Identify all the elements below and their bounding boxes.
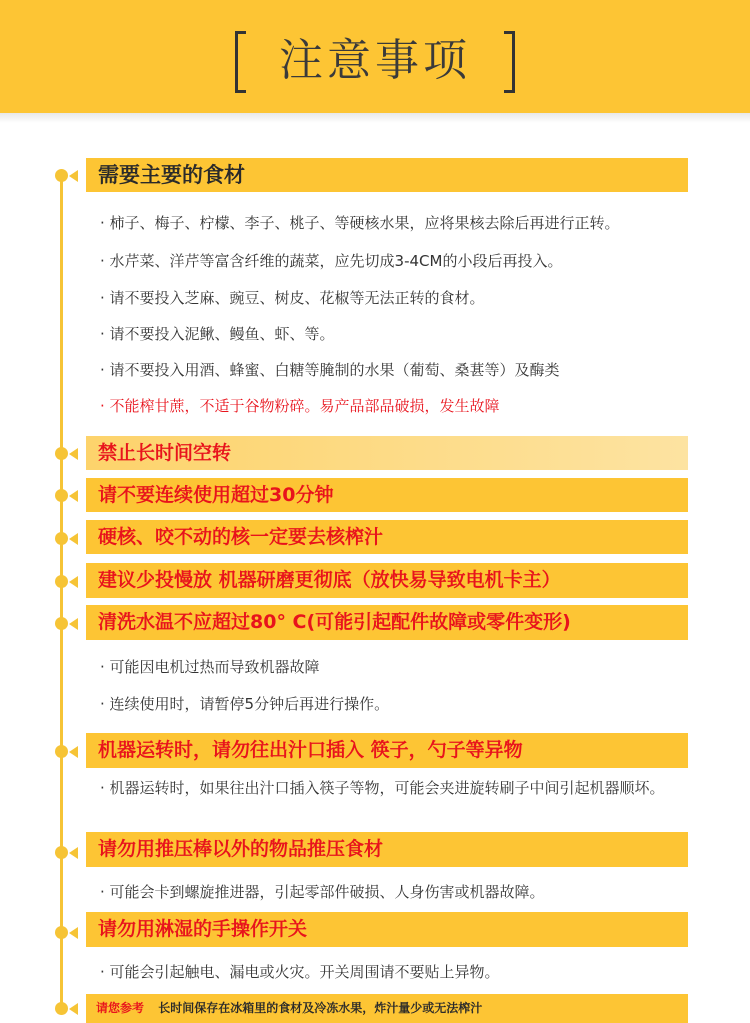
list-item: · 连续使用时，请暂停5分钟后再进行操作。 [100,695,390,713]
timeline-node [55,532,68,545]
section-heading: 建议少投慢放 机器研磨更彻底（放快易导致电机卡主） [86,563,688,598]
list-item: · 请不要投入用酒、蜂蜜、白糖等腌制的水果（葡萄、桑葚等）及酶类 [100,361,560,379]
list-item: · 可能因电机过热而导致机器故障 [100,658,320,676]
footer-text: 长时间保存在冰箱里的食材及冷冻水果，炸汁量少或无法榨汁 [158,1001,483,1015]
list-item: · 机器运转时，如果往出汁口插入筷子等物，可能会夹进旋转刷子中间引起机器顺坏。 [100,779,665,797]
list-item: · 请不要投入泥鳅、鳗鱼、虾、等。 [100,325,335,343]
timeline-node [55,489,68,502]
timeline-node [55,926,68,939]
title-block [235,28,515,94]
list-item: · 可能会卡到螺旋推进器，引起零部件破损、人身伤害或机器故障。 [100,883,545,901]
timeline-line [60,175,63,1010]
section-heading: 请勿用淋湿的手操作开关 [86,912,688,947]
section-heading: 禁止长时间空转 [86,436,688,470]
timeline-node [55,617,68,630]
footer-ref-label: 请您参考 [96,1001,145,1015]
list-item: · 柿子、梅子、柠檬、李子、桃子、等硬核水果，应将果核去除后再进行正转。 [100,214,620,232]
timeline-node [55,1002,68,1015]
header-shadow [0,113,750,123]
list-item: · 可能会引起触电、漏电或火灾。开关周围请不要贴上异物。 [100,963,500,981]
timeline-node [55,745,68,758]
list-item: · 请不要投入芝麻、豌豆、树皮、花椒等无法正转的食材。 [100,289,485,307]
timeline-node [55,846,68,859]
page-title: 注意事项 [279,35,471,86]
list-item: · 水芹菜、洋芹等富含纤维的蔬菜，应先切成3-4CM的小段后再投入。 [100,252,563,270]
section-heading: 需要主要的食材 [86,158,688,192]
timeline-node [55,575,68,588]
warning-item: · 不能榨甘蔗，不适于谷物粉碎。易产品部品破损，发生故障 [100,397,500,415]
section-heading: 请勿用推压棒以外的物品推压食材 [86,832,688,867]
footer-note [86,994,688,1023]
section-heading: 清洗水温不应超过80° C(可能引起配件故障或零件变形) [86,605,688,640]
section-heading: 硬核、咬不动的核一定要去核榨汁 [86,520,688,554]
timeline-node [55,169,68,182]
timeline-node [55,447,68,460]
section-heading: 机器运转时，请勿往出汁口插入 筷子，勺子等异物 [86,733,688,768]
section-heading: 请不要连续使用超过30分钟 [86,478,688,512]
